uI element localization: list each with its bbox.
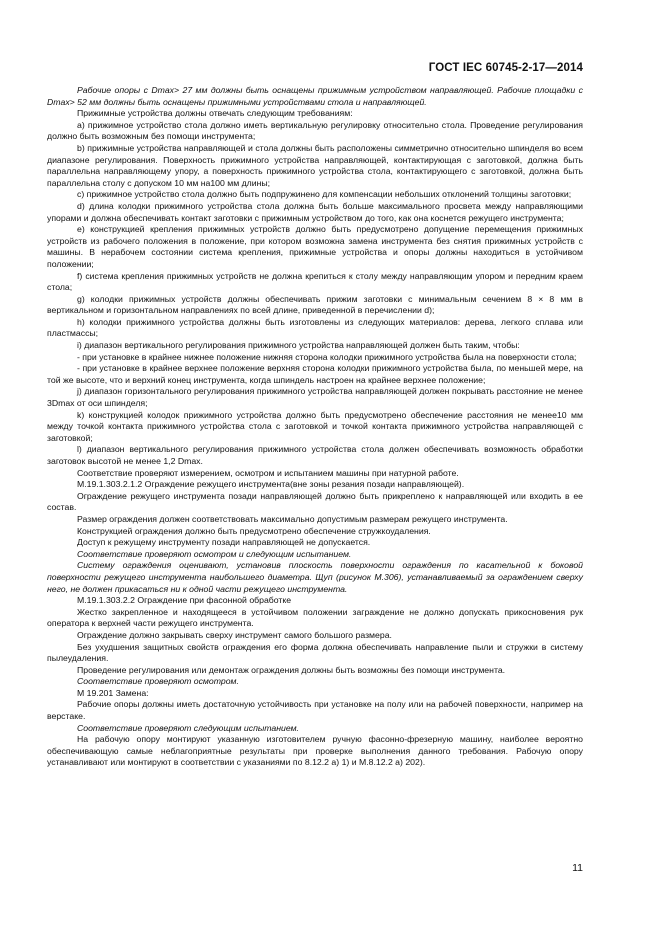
paragraph: Соответствие проверяют следующим испытанием. [77,722,299,733]
paragraph: j) диапазон горизонтального регулирования прижимного устройства направляющей должен покрывать расстояние не менее 3Dmax от оси шпинделя; [47,386,583,409]
paragraph: Ограждение должно закрывать сверху инструмент самого большого размера. [77,629,392,640]
paragraph: i) диапазон вертикального регулирования прижимного устройства направляющей должен быть таким, чтобы: [77,340,520,351]
paragraph: d) длина колодки прижимного устройства стола должна быть больше максимального просвета между направляющими упорами и должна обеспечивать контакт заготовки с прижимным устройством до того, как она коснется режущего инструмента; [47,200,583,223]
paragraph: e) конструкцией крепления прижимных устройств должно быть предусмотрено допущение перемещения прижимных устройств из рабочего положения в положение, при котором возможна замена инструмента без снятия прижимных устройств с машины. В нерабочем состоянии система крепления, прижимные устройства и опоры должны находиться в устойчивом положении; [47,224,583,269]
paragraph: Рабочие опоры должны иметь достаточную устойчивость при установке на полу или на рабочей поверхности, например на верстаке. [47,699,583,722]
paragraph: c) прижимное устройство стола должно быть подпружинено для компенсации небольших отклонений толщины заготовки; [77,189,572,200]
page-number: 11 [572,862,583,874]
paragraph: - при установке в крайнее верхнее положение верхняя сторона колодки прижимного устройства была, по меньшей мере, на той же высоте, что и верхний конец инструмента, когда шпиндель настроен на крайнее верхнее положение; [47,363,583,385]
paragraph: a) прижимное устройство стола должно иметь вертикальную регулировку относительно стола. Проведение регулирования должно быть возможным без помощи инструмента; [47,119,583,142]
paragraph: Соответствие проверяют измерением, осмотром и испытанием машины при натурной работе. [77,467,459,478]
paragraph: Доступ к режущему инструменту позади направляющей не допускается. [77,537,371,548]
paragraph: Без ухудшения защитных свойств ограждения его форма должна обеспечивать направление пыли и стружки в систему пылеудаления. [47,641,583,664]
paragraph: Рабочие опоры с Dmax> 27 мм должны быть оснащены прижимным устройством направляющей. Рабочие площадки с Dmax> 52 мм должны быть оснащены прижимными устройствами стола и направляющей. [47,85,583,107]
paragraph: Конструкцией ограждения должно быть предусмотрено обеспечение стружкоудаления. [77,525,431,536]
paragraph: Систему ограждения оценивают, установив плоскость поверхности ограждения по касательной к боковой поверхности режущего инструмента наибольшего диаметра. Щуп (рисунок М.306), устанавливаемый за ограждением сверху него, не должен прикасаться ни к одной части режущего инструмента. [47,560,583,594]
paragraph: М.19.1.303.2.1.2 Ограждение режущего инструмента(вне зоны резания позади направляющей). [77,479,465,490]
paragraph: На рабочую опору монтируют указанную изготовителем ручную фасонно-фрезерную машину, наиболее вероятно обеспечивающую самые неблагоприятные результаты при проверке выполнения данного требования. Рабочую опору устанавливают или монтируют в соответствии с указаниями по 8.12.2 а) 1) и М.8.12.2 а) 202). [47,734,583,768]
document-id: ГОСТ IEC 60745-2-17—2014 [428,62,583,74]
paragraph: М.19.1.303.2.2 Ограждение при фасонной обработке [77,595,292,606]
paragraph: Ограждение режущего инструмента позади направляющей должно быть прикреплено к направляющей или входить в ее состав. [47,490,583,513]
paragraph: Соответствие проверяют осмотром и следующим испытанием. [77,548,352,559]
paragraph: - при установке в крайнее нижнее положение нижняя сторона колодки прижимного устройства была на поверхности стола; [77,351,577,362]
paragraph: h) колодки прижимного устройства должны быть изготовлены из следующих материалов: дерева, легкого сплава или пластмассы; [47,316,583,339]
paragraph: Проведение регулирования или демонтаж ограждения должны быть возможны без помощи инструмента. [77,664,506,675]
paragraph: Жестко закрепленное и находящееся в устойчивом положении заграждение не должно допускать прикосновения рук оператора к верхней части режущего инструмента. [47,606,583,629]
paragraph: f) система крепления прижимных устройств не должна крепиться к столу между направляющим упором и передним краем стола; [47,270,583,293]
paragraph: k) конструкцией колодок прижимного устройства должно быть предусмотрено обеспечение расстояния не менее10 мм между точкой контакта прижимного устройства стола с заготовкой и точкой контакта прижимного устройства направляющей с заготовкой; [47,409,583,443]
paragraph: М 19.201 Замена: [77,687,149,698]
paragraph: b) прижимные устройства направляющей и стола должны быть расположены симметрично относительно шпинделя во всем диапазоне регулирования. Поверхность прижимного устройства направляющей, контактирующая с заготовкой, должна быть параллельна направляющему упору, а поверхность прижимного устройства стола, контактирующего с заготовкой, должна быть параллельна столу с допуском 10 мм на100 мм длины; [47,142,583,188]
paragraph: g) колодки прижимных устройств должны обеспечивать прижим заготовки с минимальным сечением 8 × 8 мм в вертикальном и горизонтальном направлениях по всей длине, приведенной в перечислении d); [47,293,583,316]
paragraph: Соответствие проверяют осмотром. [77,676,239,687]
paragraph: l) диапазон вертикального регулирования прижимного устройства стола должен обеспечивать возможность обработки заготовок высотой не менее 1,2 Dmax. [47,444,583,466]
paragraph: Прижимные устройства должны отвечать следующим требованиям: [77,108,353,119]
document-body [47,85,583,769]
paragraph: Размер ограждения должен соответствовать максимально допустимым размерам режущего инструмента. [77,513,508,524]
